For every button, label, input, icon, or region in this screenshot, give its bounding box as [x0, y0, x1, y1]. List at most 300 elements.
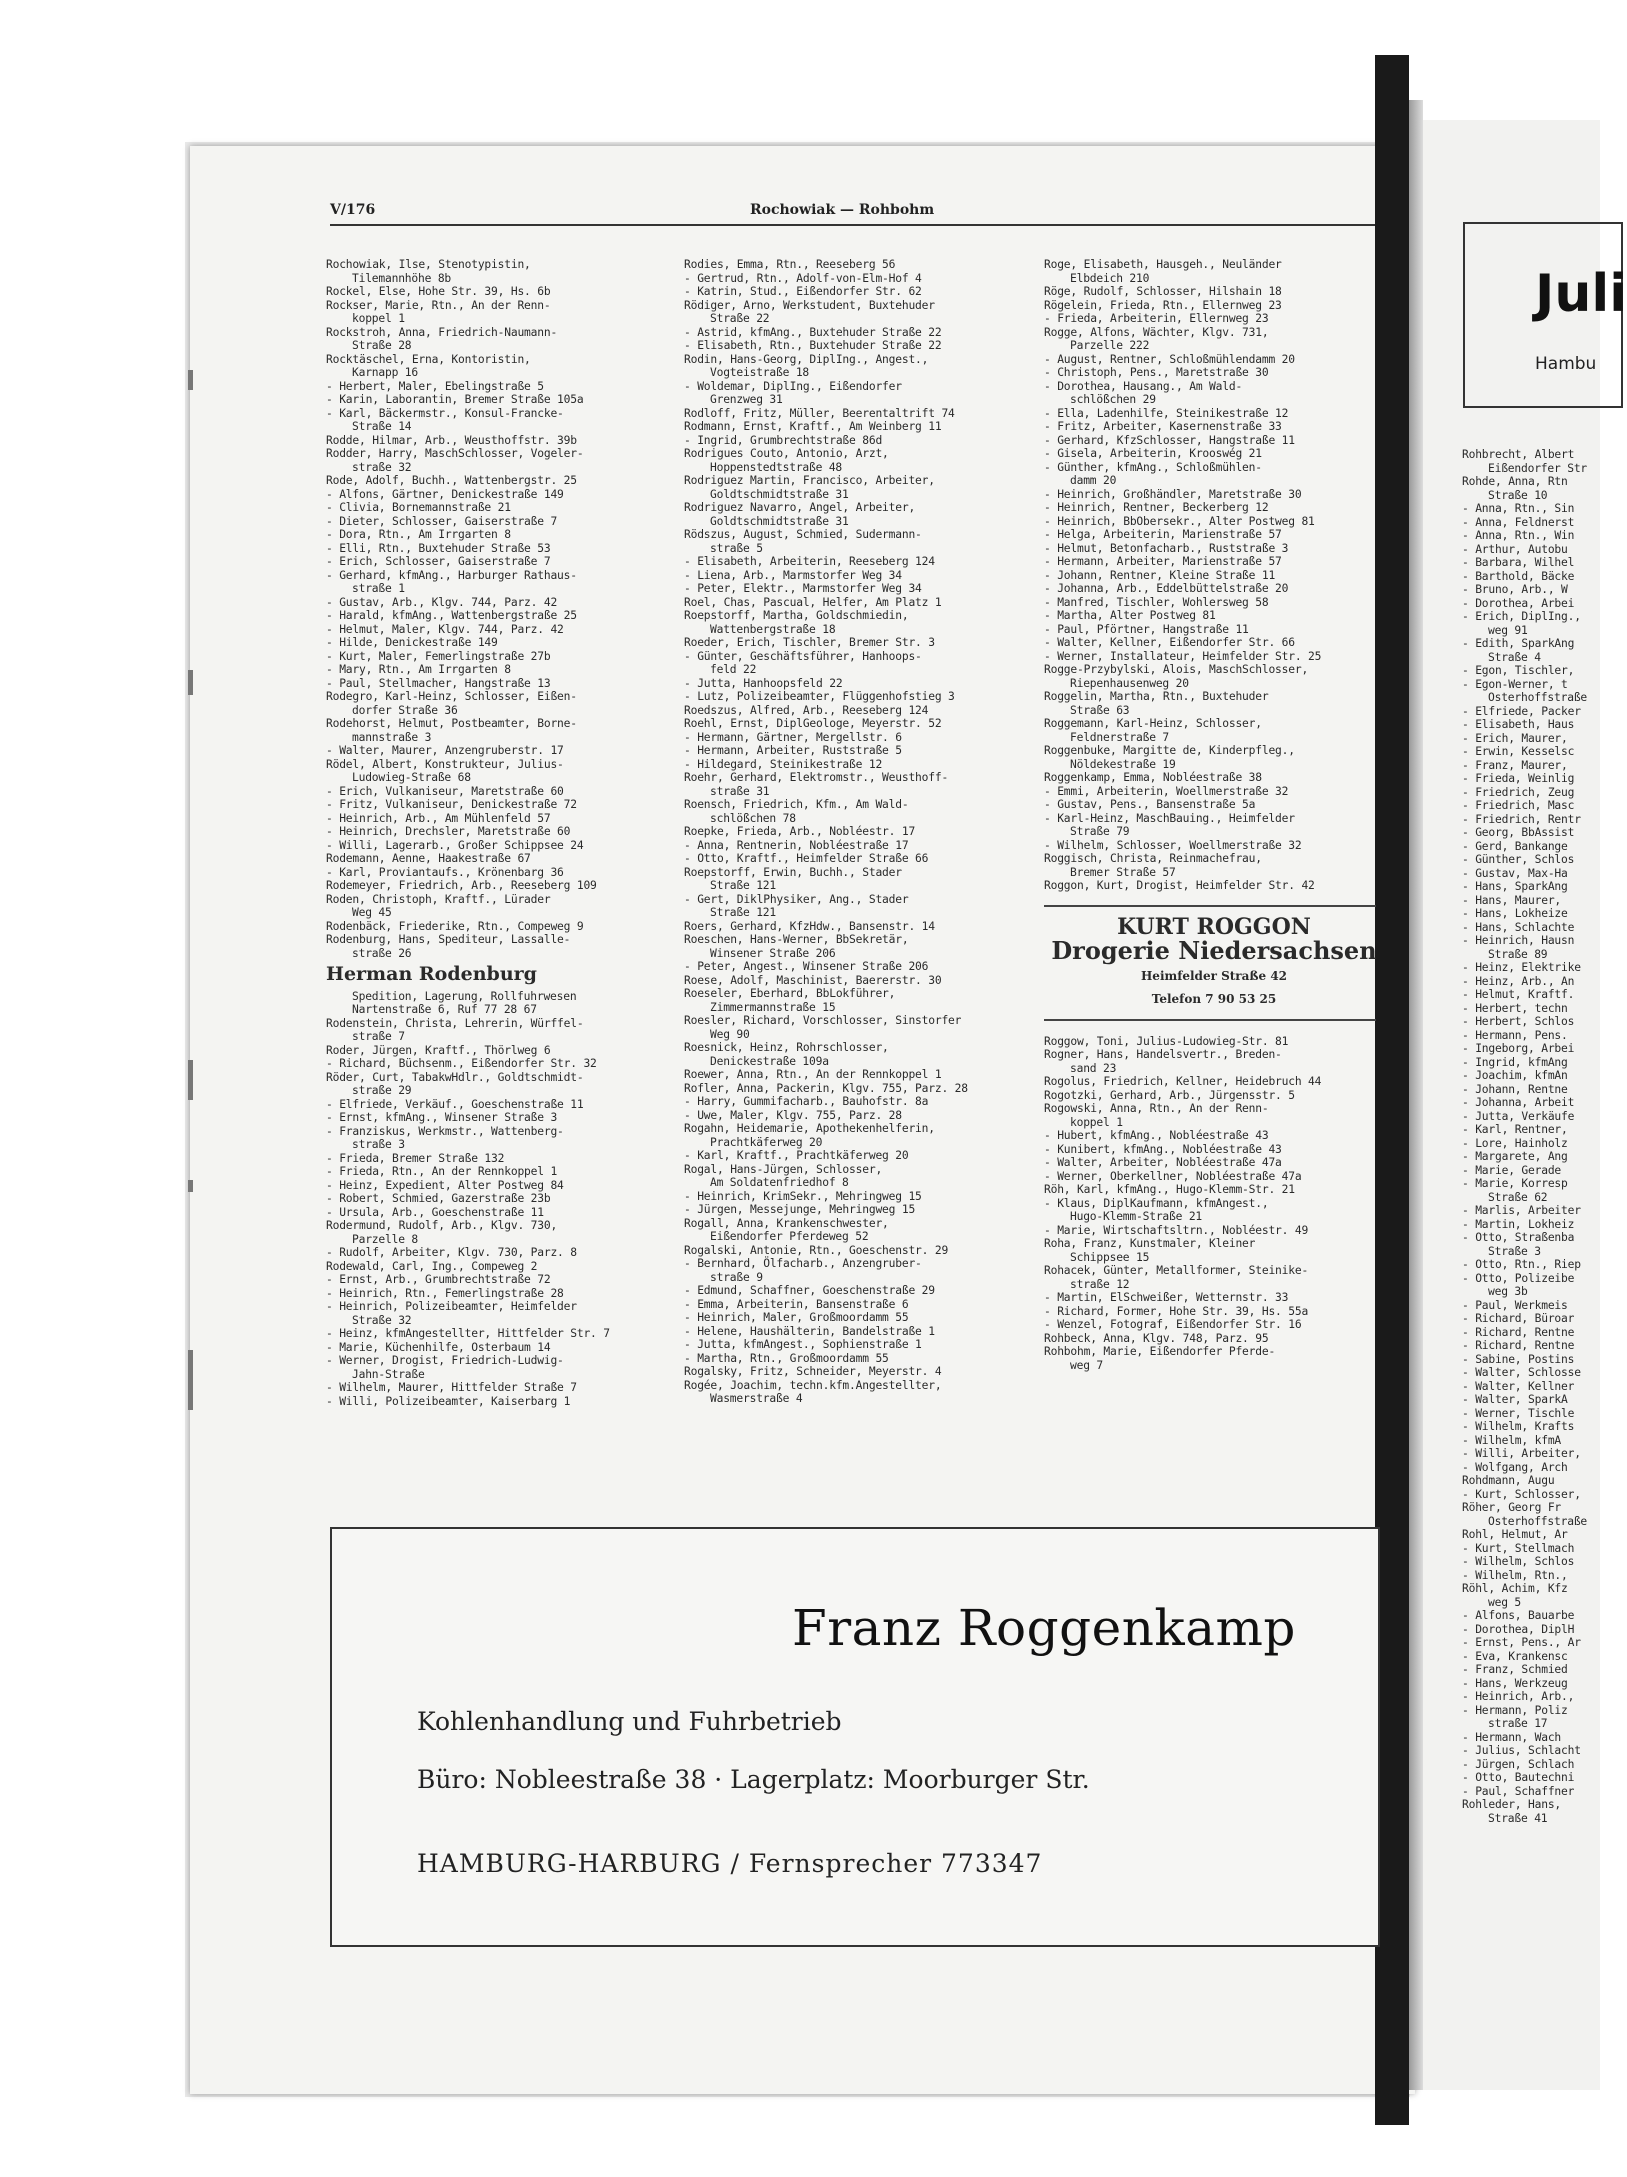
- directory-entry-continuation: Riepenhausenweg 20: [1070, 676, 1189, 690]
- directory-entry-continuation: Prachtkäferweg 20: [710, 1135, 823, 1149]
- directory-entry: Rogalsky, Fritz, Schneider, Meyerstr. 4: [684, 1365, 942, 1378]
- directory-entry: - Karl, Proviantaufs., Krönenbarg 36: [326, 865, 564, 879]
- directory-entry: Rohl, Helmut, Ar: [1462, 1528, 1568, 1541]
- directory-entry-continuation: Jahn-Straße: [352, 1367, 425, 1381]
- directory-entry-continuation: weg 3b: [1488, 1285, 1528, 1298]
- directory-entry: - Rudolf, Arbeiter, Klgv. 730, Parz. 8: [326, 1246, 577, 1259]
- directory-entry: - Heinrich, Hausn: [1462, 934, 1575, 947]
- directory-entry-continuation: dorfer Straße 36: [352, 703, 458, 717]
- directory-entry-continuation: straße 31: [710, 784, 770, 798]
- advert-business: Drogerie Niedersachsen: [1051, 936, 1377, 965]
- directory-entry: Rodegro, Karl-Heinz, Schlosser, Eißen-: [326, 690, 577, 703]
- directory-entry: Rogée, Joachim, techn.kfm.Angestellter,: [684, 1378, 942, 1392]
- directory-entry: Rodenstein, Christa, Lehrerin, Würffel-: [326, 1016, 584, 1030]
- directory-entry: - Margarete, Ang: [1462, 1150, 1568, 1163]
- directory-entry: Roha, Franz, Kunstmaler, Kleiner: [1044, 1237, 1256, 1250]
- directory-entry: - Klaus, DiplKaufmann, kfmAngest.,: [1044, 1196, 1269, 1210]
- directory-entry: - Walter, Schlosse: [1462, 1366, 1581, 1379]
- directory-entry: - Walter, Arbeiter, Nobléestraße 47a: [1044, 1156, 1282, 1169]
- directory-entry: Roel, Chas, Pascual, Helfer, Am Platz 1: [684, 595, 942, 609]
- directory-entry: Roepstorff, Erwin, Buchh., Stader: [684, 865, 902, 879]
- advert-franz-roggenkamp: [330, 1527, 1380, 1947]
- directory-entry: - Heinrich, Drechsler, Maretstraße 60: [326, 825, 571, 838]
- directory-entry: - Kunibert, kfmAng., Nobléestraße 43: [1044, 1142, 1282, 1156]
- directory-entry: - Erwin, Kesselsc: [1462, 745, 1575, 758]
- directory-entry: - Anna, Rtn., Win: [1462, 529, 1575, 542]
- directory-entry: - Hans, Maurer,: [1462, 893, 1562, 907]
- directory-entry: Roggow, Toni, Julius-Ludowieg-Str. 81: [1044, 1034, 1289, 1048]
- directory-entry: - Elfriede, Packer: [1462, 704, 1581, 718]
- directory-entry: - Wenzel, Fotograf, Eißendorfer Str. 16: [1044, 1318, 1302, 1331]
- directory-entry: - Werner, Installateur, Heimfelder Str. 25: [1044, 649, 1322, 663]
- directory-entry: Röh, Karl, kfmAng., Hugo-Klemm-Str. 21: [1044, 1183, 1295, 1196]
- right-advert-subtitle: Hambu: [1535, 354, 1597, 374]
- directory-entry-continuation: Nartenstraße 6, Ruf 77 28 67: [352, 1003, 537, 1016]
- directory-entry: Rodenbäck, Friederike, Rtn., Compeweg 9: [326, 919, 584, 933]
- directory-entry: Rohbeck, Anna, Klgv. 748, Parz. 95: [1044, 1331, 1269, 1345]
- directory-entry: - Heinrich, Großhändler, Maretstraße 30: [1044, 487, 1302, 501]
- directory-entry: Rodies, Emma, Rtn., Reeseberg 56: [684, 258, 896, 271]
- directory-entry: - Jutta, Verkäufe: [1462, 1109, 1575, 1123]
- directory-entry: - Robert, Schmied, Gazerstraße 23b: [326, 1192, 551, 1205]
- directory-entry: Roewer, Anna, Rtn., An der Rennkoppel 1: [684, 1068, 942, 1081]
- directory-entry: Rocktäschel, Erna, Kontoristin,: [326, 352, 531, 366]
- directory-entry: - Heinrich, KrimSekr., Mehringweg 15: [684, 1189, 922, 1203]
- directory-entry: - Heinz, kfmAngestellter, Hittfelder Str. 7: [326, 1327, 610, 1340]
- directory-entry-continuation: Goldtschmidtstraße 31: [710, 487, 849, 501]
- directory-entry: - Frieda, Weinlig: [1462, 772, 1575, 785]
- directory-entry: - Bernhard, Ölfacharb., Anzengruber-: [684, 1257, 922, 1270]
- directory-entry: - Karl, Rentner,: [1462, 1123, 1568, 1136]
- directory-entry-continuation: Straße 62: [1488, 1190, 1548, 1204]
- directory-entry: - Hildegard, Steinikestraße 12: [684, 757, 883, 771]
- directory-entry: - Richard, Former, Hohe Str. 39, Hs. 55a: [1044, 1304, 1309, 1318]
- directory-entry: - Herbert, Schlos: [1462, 1015, 1575, 1028]
- directory-entry: Roehl, Ernst, DiplGeologe, Meyerstr. 52: [684, 717, 942, 730]
- directory-entry: Roggon, Kurt, Drogist, Heimfelder Str. 42: [1044, 879, 1315, 892]
- directory-entry: - Dorothea, Arbei: [1462, 596, 1575, 610]
- directory-entry-continuation: Straße 10: [1488, 488, 1548, 502]
- directory-entry: - Woldemar, DiplIng., Eißendorfer: [684, 379, 902, 393]
- directory-entry: Rodrigues Couto, Antonio, Arzt,: [684, 447, 889, 460]
- directory-entry: - Karl, Bäckermstr., Konsul-Francke-: [326, 406, 564, 420]
- directory-entry: Rogahn, Heidemarie, Apothekenhelferin,: [684, 1122, 935, 1135]
- directory-entry: - Elisabeth, Arbeiterin, Reeseberg 124: [684, 555, 935, 568]
- directory-entry: Rohdmann, Augu: [1462, 1474, 1555, 1487]
- directory-entry: - Helmut, Betonfacharb., Ruststraße 3: [1044, 541, 1289, 555]
- directory-entry: Rofler, Anna, Packerin, Klgv. 755, Parz. 28: [684, 1081, 968, 1095]
- directory-entry: Roder, Jürgen, Kraftf., Thörlweg 6: [326, 1043, 551, 1057]
- directory-entry: - Kurt, Schlosser,: [1462, 1487, 1581, 1501]
- directory-entry-continuation: straße 7: [352, 1030, 405, 1043]
- directory-entry: - Kurt, Stellmach: [1462, 1541, 1575, 1555]
- directory-entry: - Otto, Kraftf., Heimfelder Straße 66: [684, 852, 929, 865]
- directory-entry: - Heinrich, Rtn., Femerlingstraße 28: [326, 1286, 564, 1300]
- directory-entry: Rockstroh, Anna, Friedrich-Naumann-: [326, 325, 558, 339]
- directory-entry: - Johanna, Arb., Eddelbüttelstraße 20: [1044, 582, 1289, 595]
- directory-entry: - Marie, Korresp: [1462, 1177, 1568, 1190]
- directory-entry: Roggemann, Karl-Heinz, Schlosser,: [1044, 717, 1262, 730]
- directory-entry-continuation: Osterhoffstraße: [1488, 1514, 1588, 1528]
- directory-entry-continuation: Straße 79: [1070, 825, 1130, 838]
- directory-entry: Roeschen, Hans-Werner, BbSekretär,: [684, 933, 909, 946]
- directory-entry: Roensch, Friedrich, Kfm., Am Wald-: [684, 798, 909, 811]
- directory-entry: - Dora, Rtn., Am Irrgarten 8: [326, 528, 511, 541]
- directory-entry: - Hilde, Denickestraße 149: [326, 636, 498, 649]
- directory-entry-continuation: straße 29: [352, 1084, 412, 1097]
- directory-entry: - Ernst, Pens., Ar: [1462, 1636, 1581, 1649]
- advert-heading: Herman Rodenburg: [326, 963, 537, 985]
- directory-entry-continuation: schlößchen 78: [710, 811, 796, 825]
- directory-entry: - Alfons, Bauarbe: [1462, 1609, 1575, 1622]
- directory-entry: - Elfriede, Verkäuf., Goeschenstraße 11: [326, 1097, 584, 1111]
- directory-entry: - Karin, Laborantin, Bremer Straße 105a: [326, 393, 584, 406]
- right-page-advert: [1463, 222, 1627, 408]
- directory-entry: - Ingrid, kfmAng: [1462, 1055, 1568, 1069]
- directory-entry: Rodemeyer, Friedrich, Arb., Reeseberg 109: [326, 879, 597, 892]
- directory-entry: - Alfons, Gärtner, Denickestraße 149: [326, 487, 564, 501]
- directory-entry: - Hermann, Arbeiter, Marienstraße 57: [1044, 555, 1282, 568]
- column-3: [1044, 258, 1384, 1372]
- directory-entry-continuation: straße 12: [1070, 1277, 1130, 1291]
- directory-entry: - Jürgen, Schlach: [1462, 1757, 1575, 1771]
- directory-entry-continuation: Parzelle 222: [1070, 339, 1150, 352]
- directory-entry: - Clivia, Bornemannstraße 21: [326, 501, 511, 514]
- directory-entry: Roggenkamp, Emma, Nobléestraße 38: [1044, 771, 1262, 784]
- directory-entry: - Wilhelm, Schlosser, Woellmerstraße 32: [1044, 838, 1302, 852]
- directory-entry: - Hans, Schlachte: [1462, 920, 1575, 934]
- directory-entry: - Paul, Werkmeis: [1462, 1298, 1568, 1312]
- directory-entry: Rodehorst, Helmut, Postbeamter, Borne-: [326, 717, 577, 730]
- directory-entry: - Gerd, Bankange: [1462, 839, 1568, 853]
- directory-entry: - Johann, Rentner, Kleine Straße 11: [1044, 568, 1276, 582]
- directory-entry-continuation: Hugo-Klemm-Straße 21: [1070, 1210, 1203, 1223]
- directory-entry: - Paul, Stellmacher, Hangstraße 13: [326, 676, 551, 690]
- directory-entry: - Hermann, Gärtner, Mergellstr. 6: [684, 730, 902, 744]
- directory-entry: Roepke, Frieda, Arb., Nobléestr. 17: [684, 825, 916, 838]
- directory-entry: - Franziskus, Werkmstr., Wattenberg-: [326, 1124, 564, 1138]
- directory-entry-continuation: Wasmerstraße 4: [710, 1392, 803, 1405]
- directory-entry: - Heinrich, Polizeibeamter, Heimfelder: [326, 1300, 577, 1313]
- directory-entry: Rogalski, Antonie, Rtn., Goeschenstr. 29: [684, 1243, 949, 1257]
- directory-entry-continuation: koppel 1: [1070, 1115, 1123, 1129]
- directory-entry: - Karl, Kraftf., Prachtkäferweg 20: [684, 1149, 909, 1162]
- directory-entry-continuation: sand 23: [1070, 1061, 1117, 1075]
- advert-line-3: HAMBURG-HARBURG / Fernsprecher 773347: [417, 1849, 1043, 1878]
- directory-entry-continuation: koppel 1: [352, 312, 405, 325]
- directory-entry-continuation: Weg 90: [710, 1027, 750, 1041]
- directory-entry: - Ernst, kfmAng., Winsener Straße 3: [326, 1111, 558, 1124]
- directory-entry: - Richard, Rentne: [1462, 1339, 1575, 1352]
- directory-entry: Rockser, Marie, Rtn., An der Renn-: [326, 298, 551, 312]
- directory-entry-continuation: Parzelle 8: [352, 1232, 419, 1246]
- directory-entry-continuation: Tilemannhöhe 8b: [352, 271, 452, 285]
- directory-entry-continuation: Straße 32: [352, 1313, 412, 1327]
- directory-entry: - Dorothea, DiplH: [1462, 1622, 1575, 1636]
- directory-entry-continuation: damm 20: [1070, 474, 1117, 487]
- directory-entry: - Gerhard, kfmAng., Harburger Rathaus-: [326, 568, 577, 582]
- directory-entry: - Werner, Tischle: [1462, 1406, 1575, 1420]
- directory-entry: Roese, Adolf, Maschinist, Baererstr. 30: [684, 973, 942, 987]
- directory-entry: - Liena, Arb., Marmstorfer Weg 34: [684, 568, 902, 582]
- directory-entry: - Peter, Angest., Winsener Straße 206: [684, 960, 929, 973]
- directory-entry: - Hermann, Poliz: [1462, 1703, 1568, 1717]
- directory-entry: Rodder, Harry, MaschSchlosser, Vogeler-: [326, 447, 584, 460]
- binding-shadow: [1409, 100, 1423, 2090]
- advert-name: Franz Roggenkamp: [792, 1599, 1296, 1657]
- directory-entry: Roeder, Erich, Tischler, Bremer Str. 3: [684, 636, 935, 649]
- column-2: [684, 258, 1029, 1406]
- directory-entry: Rodmann, Ernst, Kraftf., Am Weinberg 11: [684, 420, 942, 433]
- directory-entry: Röher, Georg Fr: [1462, 1501, 1562, 1514]
- directory-entry: Rogner, Hans, Handelsvertr., Breden-: [1044, 1048, 1282, 1061]
- directory-entry: - Martin, ElSchweißer, Wetternstr. 33: [1044, 1291, 1289, 1304]
- directory-entry: - Heinrich, Maler, Großmoordamm 55: [684, 1311, 909, 1324]
- directory-entry: - Gustav, Pens., Bansenstraße 5a: [1044, 798, 1256, 811]
- directory-entry: - Otto, Bautechni: [1462, 1771, 1575, 1784]
- directory-entry: Rogall, Anna, Krankenschwester,: [684, 1216, 889, 1230]
- advert-name: KURT ROGGON: [1117, 913, 1311, 940]
- directory-entry: Rödel, Albert, Konstrukteur, Julius-: [326, 757, 564, 771]
- directory-entry-continuation: Goldtschmidtstraße 31: [710, 514, 849, 528]
- directory-entry-continuation: Straße 121: [710, 906, 777, 919]
- directory-entry: - Hans, Werkzeug: [1462, 1676, 1568, 1690]
- directory-entry: - Elisabeth, Rtn., Buxtehuder Straße 22: [684, 339, 942, 352]
- directory-entry-continuation: Straße 121: [710, 879, 777, 892]
- directory-entry: - Sabine, Postins: [1462, 1352, 1575, 1366]
- directory-entry-continuation: weg 7: [1070, 1358, 1104, 1372]
- directory-entry: - Franz, Maurer,: [1462, 758, 1568, 772]
- directory-entry: - Ernst, Arb., Grumbrechtstraße 72: [326, 1273, 551, 1286]
- directory-entry: - Frieda, Arbeiterin, Ellernweg 23: [1044, 312, 1269, 325]
- directory-entry: - Peter, Elektr., Marmstorfer Weg 34: [684, 582, 922, 595]
- directory-entry: - Georg, BbAssist: [1462, 826, 1575, 839]
- page-edge-marks: [188, 360, 196, 1460]
- directory-entry-continuation: Eißendorfer Pferdeweg 52: [710, 1230, 869, 1243]
- directory-entry: - Martin, Lokheiz: [1462, 1217, 1575, 1231]
- directory-entry: - Jutta, Hanhoopsfeld 22: [684, 676, 843, 690]
- directory-entry: - Wilhelm, kfmA: [1462, 1433, 1562, 1447]
- directory-entry: - Wilhelm, Schlos: [1462, 1555, 1575, 1568]
- directory-entry-continuation: Winsener Straße 206: [710, 946, 836, 960]
- directory-entry: - Mary, Rtn., Am Irrgarten 8: [326, 663, 511, 676]
- directory-entry: - Heinz, Elektrike: [1462, 961, 1581, 974]
- directory-entry: Rödszus, August, Schmied, Sudermann-: [684, 528, 922, 541]
- separator-line: [1044, 1019, 1376, 1021]
- directory-entry-continuation: weg 5: [1488, 1595, 1522, 1609]
- directory-entry: - Manfred, Tischler, Wohlersweg 58: [1044, 595, 1269, 609]
- directory-entry: - Richard, Büchsenm., Eißendorfer Str. 32: [326, 1057, 597, 1070]
- directory-entry-continuation: Eißendorfer Str: [1488, 461, 1588, 475]
- directory-entry: Roge, Elisabeth, Hausgeh., Neuländer: [1044, 258, 1282, 271]
- advert-line-2: Büro: Nobleestraße 38 · Lagerplatz: Moorburger Str.: [417, 1765, 1090, 1794]
- directory-entry: - Walter, Kellner, Eißendorfer Str. 66: [1044, 636, 1295, 649]
- directory-entry: - Katrin, Stud., Eißendorfer Str. 62: [684, 285, 922, 298]
- directory-entry-continuation: mannstraße 3: [352, 730, 432, 744]
- directory-entry: Rochowiak, Ilse, Stenotypistin,: [326, 258, 531, 271]
- directory-entry: Roggelin, Martha, Rtn., Buxtehuder: [1044, 690, 1269, 703]
- directory-entry: - Uwe, Maler, Klgv. 755, Parz. 28: [684, 1108, 902, 1122]
- directory-entry: - Gert, DiklPhysiker, Ang., Stader: [684, 892, 909, 906]
- directory-entry: Rodermund, Rudolf, Arb., Klgv. 730,: [326, 1219, 558, 1232]
- directory-entry: Roggenbuke, Margitte de, Kinderpfleg.,: [1044, 744, 1295, 757]
- directory-entry-continuation: Elbdeich 210: [1070, 271, 1150, 285]
- directory-entry: Rodin, Hans-Georg, DiplIng., Angest.,: [684, 352, 929, 366]
- directory-entry: - Ella, Ladenhilfe, Steinikestraße 12: [1044, 406, 1289, 420]
- page-header: [330, 200, 1375, 226]
- directory-entry: - Ingrid, Grumbrechtstraße 86d: [684, 433, 883, 447]
- directory-entry-continuation: Hoppenstedtstraße 48: [710, 460, 843, 474]
- directory-entry: - Anna, Feldnerst: [1462, 515, 1575, 529]
- directory-entry-continuation: Schippsee 15: [1070, 1250, 1150, 1264]
- directory-entry: - Otto, Polizeibe: [1462, 1271, 1575, 1285]
- directory-entry: - Edith, SparkAng: [1462, 637, 1575, 650]
- page-title: Rochowiak — Rohbohm: [750, 202, 935, 218]
- directory-entry: - Otto, Rtn., Riep: [1462, 1258, 1581, 1271]
- directory-entry-continuation: straße 3: [352, 1138, 405, 1151]
- directory-entry-continuation: Straße 14: [352, 420, 412, 433]
- directory-entry: - Erich, Maurer,: [1462, 731, 1568, 745]
- right-page-column: [1462, 448, 1612, 1825]
- directory-entry-continuation: Karnapp 16: [352, 366, 419, 379]
- directory-entry: - Günther, Schlos: [1462, 853, 1575, 866]
- directory-entry: - Kurt, Maler, Femerlingstraße 27b: [326, 649, 551, 663]
- directory-entry: - Erich, Vulkaniseur, Maretstraße 60: [326, 784, 564, 798]
- advert-phone: Telefon 7 90 53 25: [1151, 992, 1277, 1006]
- directory-entry-continuation: Bremer Straße 57: [1070, 865, 1176, 879]
- directory-entry: Roden, Christoph, Kraftf., Lürader: [326, 892, 551, 906]
- directory-entry: - Willi, Polizeibeamter, Kaiserbarg 1: [326, 1394, 571, 1408]
- directory-entry: Rödiger, Arno, Werkstudent, Buxtehuder: [684, 298, 935, 312]
- directory-entry-continuation: feld 22: [710, 663, 757, 676]
- directory-entry: Roers, Gerhard, KfzHdw., Bansenstr. 14: [684, 919, 935, 933]
- directory-entry: - Gertrud, Rtn., Adolf-von-Elm-Hof 4: [684, 271, 922, 285]
- advert-line-1: Kohlenhandlung und Fuhrbetrieb: [417, 1707, 842, 1736]
- directory-entry: - Helga, Arbeiterin, Marienstraße 57: [1044, 528, 1282, 541]
- directory-entry: - Anna, Rtn., Sin: [1462, 502, 1575, 515]
- directory-entry-continuation: schlößchen 29: [1070, 393, 1156, 406]
- directory-entry: - Barthold, Bäcke: [1462, 569, 1575, 583]
- directory-entry: - Günter, Geschäftsführer, Hanhoops-: [684, 649, 922, 663]
- directory-entry: Rodriguez Navarro, Angel, Arbeiter,: [684, 501, 916, 514]
- column-3-entries-top: [1044, 258, 1384, 893]
- directory-entry: - Heinrich, Arb., Am Mühlenfeld 57: [326, 811, 551, 825]
- directory-entry: - Hans, SparkAng: [1462, 880, 1568, 893]
- directory-entry-continuation: straße 1: [352, 582, 405, 595]
- directory-entry: - Heinz, Arb., An: [1462, 974, 1575, 988]
- directory-entry-continuation: Straße 28: [352, 339, 412, 352]
- directory-entry: Rögelein, Frieda, Rtn., Ellernweg 23: [1044, 298, 1282, 312]
- directory-entry-continuation: Weg 45: [352, 906, 392, 919]
- directory-entry: - Lutz, Polizeibeamter, Flüggenhofstieg 3: [684, 690, 955, 703]
- directory-entry: Rohacek, Günter, Metallformer, Steinike-: [1044, 1264, 1309, 1277]
- directory-entry: - Hermann, Wach: [1462, 1730, 1562, 1744]
- directory-entry: - Friedrich, Zeug: [1462, 785, 1575, 799]
- directory-entry-continuation: Straße 22: [710, 312, 770, 325]
- directory-entry: Rodriguez Martin, Francisco, Arbeiter,: [684, 474, 935, 487]
- directory-entry: Rodde, Hilmar, Arb., Weusthoffstr. 39b: [326, 433, 577, 447]
- directory-entry: - Fritz, Vulkaniseur, Denickestraße 72: [326, 798, 577, 811]
- directory-entry: - August, Rentner, Schloßmühlendamm 20: [1044, 352, 1295, 366]
- directory-entry-continuation: straße 26: [352, 946, 412, 960]
- directory-entry: Rohbrecht, Albert: [1462, 448, 1575, 461]
- directory-entry-continuation: Straße 89: [1488, 947, 1548, 961]
- advert-address: Heimfelder Straße 42: [1140, 968, 1288, 983]
- right-advert-title: Juli: [1535, 264, 1627, 324]
- directory-entry: - Anna, Rentnerin, Nobléestraße 17: [684, 838, 909, 852]
- directory-entry: - Werner, Oberkellner, Nobléestraße 47a: [1044, 1169, 1302, 1183]
- directory-entry: - Friedrich, Rentr: [1462, 812, 1581, 826]
- directory-entry: - Dorothea, Hausang., Am Wald-: [1044, 379, 1243, 393]
- directory-entry: - Arthur, Autobu: [1462, 542, 1568, 556]
- directory-entry: - Helmut, Kraftf.: [1462, 988, 1575, 1001]
- directory-entry: - Egon-Werner, t: [1462, 677, 1568, 691]
- directory-entry: - Dieter, Schlosser, Gaiserstraße 7: [326, 514, 558, 528]
- directory-entry: - Edmund, Schaffner, Goeschenstraße 29: [684, 1284, 935, 1297]
- directory-entry: - Hermann, Arbeiter, Ruststraße 5: [684, 744, 902, 757]
- directory-entry: - Herbert, techn: [1462, 1001, 1568, 1015]
- directory-entry: - Willi, Lagerarb., Großer Schippsee 24: [326, 838, 584, 852]
- directory-entry: Roesler, Richard, Vorschlosser, Sinstorfer: [684, 1014, 962, 1027]
- directory-entry: - Marie, Wirtschaftsltrn., Nobléestr. 49: [1044, 1223, 1309, 1237]
- directory-entry-continuation: weg 91: [1488, 623, 1528, 637]
- directory-entry: - Erich, DiplIng.,: [1462, 610, 1581, 623]
- directory-entry: - Gerhard, KfzSchlosser, Hangstraße 11: [1044, 433, 1295, 447]
- directory-entry: - Emma, Arbeiterin, Bansenstraße 6: [684, 1297, 909, 1311]
- page-number: V/176: [330, 202, 376, 218]
- directory-entry: - Emmi, Arbeiterin, Woellmerstraße 32: [1044, 784, 1289, 798]
- directory-entry: - Marie, Küchenhilfe, Osterbaum 14: [326, 1340, 551, 1354]
- directory-entry: Roedszus, Alfred, Arb., Reeseberg 124: [684, 703, 929, 717]
- directory-entry: - Helene, Haushälterin, Bandelstraße 1: [684, 1324, 935, 1338]
- directory-entry: - Martha, Alter Postweg 81: [1044, 609, 1216, 622]
- directory-entry: - Hubert, kfmAng., Nobléestraße 43: [1044, 1129, 1269, 1142]
- directory-entry-continuation: Straße 3: [1488, 1244, 1541, 1258]
- directory-entry: Roeseler, Eberhard, BbLokführer,: [684, 987, 896, 1000]
- directory-entry: - Richard, Rentne: [1462, 1325, 1575, 1339]
- directory-entry: - Elisabeth, Haus: [1462, 718, 1575, 731]
- directory-entry-continuation: Osterhoffstraße: [1488, 691, 1588, 704]
- directory-entry: - Marie, Gerade: [1462, 1163, 1562, 1177]
- directory-entry: - Elli, Rtn., Buxtehuder Straße 53: [326, 541, 551, 555]
- directory-entry-continuation: Spedition, Lagerung, Rollfuhrwesen: [352, 989, 577, 1003]
- directory-entry: - Heinrich, Rentner, Beckerberg 12: [1044, 501, 1269, 514]
- directory-entry-continuation: Zimmermannstraße 15: [710, 1000, 836, 1014]
- directory-entry: - Jutta, kfmAngest., Sophienstraße 1: [684, 1338, 922, 1351]
- directory-entry: Rohleder, Hans,: [1462, 1798, 1562, 1811]
- directory-entry-continuation: Denickestraße 109a: [710, 1054, 829, 1068]
- directory-entry: Rodloff, Fritz, Müller, Beerentaltrift 74: [684, 406, 955, 420]
- directory-entry-continuation: Nöldekestraße 19: [1070, 757, 1176, 771]
- directory-entry: - Harry, Gummifacharb., Bauhofstr. 8a: [684, 1095, 929, 1108]
- directory-entry-continuation: straße 9: [710, 1270, 763, 1284]
- directory-entry: - Friedrich, Masc: [1462, 799, 1575, 812]
- directory-entry: - Marlis, Arbeiter: [1462, 1204, 1581, 1217]
- directory-entry: - Heinz, Expedient, Alter Postweg 84: [326, 1178, 564, 1192]
- directory-entry: - Wilhelm, Maurer, Hittfelder Straße 7: [326, 1381, 577, 1394]
- directory-entry: - Ingeborg, Arbei: [1462, 1042, 1575, 1055]
- directory-entry: - Christoph, Pens., Maretstraße 30: [1044, 366, 1269, 379]
- directory-entry: - Helmut, Maler, Klgv. 744, Parz. 42: [326, 622, 564, 636]
- directory-entry: Röhl, Achim, Kfz: [1462, 1582, 1568, 1595]
- directory-entry: - Egon, Tischler,: [1462, 664, 1575, 677]
- directory-entry: - Karl-Heinz, MaschBauing., Heimfelder: [1044, 811, 1295, 825]
- directory-entry: - Walter, Kellner: [1462, 1379, 1575, 1393]
- directory-entry: - Jürgen, Messejunge, Mehringweg 15: [684, 1203, 916, 1216]
- directory-entry: - Johanna, Arbeit: [1462, 1096, 1575, 1109]
- directory-entry: Rohde, Anna, Rtn: [1462, 475, 1568, 488]
- directory-entry: Rodemann, Aenne, Haakestraße 67: [326, 852, 531, 865]
